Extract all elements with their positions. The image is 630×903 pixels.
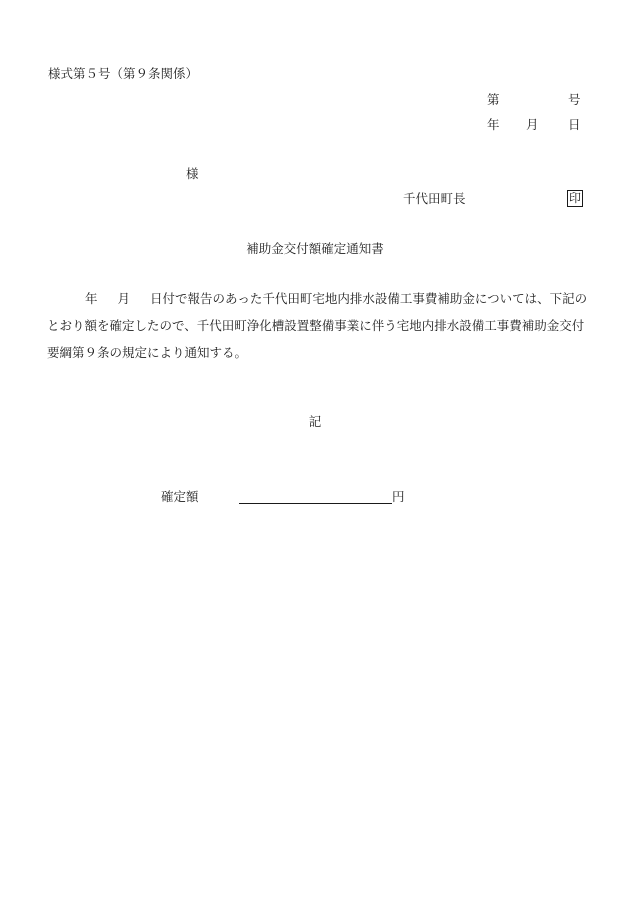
body-text: 日付で報告のあった千代田町宅地内排水設備工事費補助金については、下記のとおり額を確定したので、千代田町浄化槽設置整備事業に伴う宅地内排水設備工事費補助金交付要綱第９条の規定により通知する。 — [47, 291, 588, 360]
addressee-honorific: 様 — [186, 166, 199, 181]
document-number-suffix: 号 — [568, 92, 581, 107]
note-heading: 記 — [308, 414, 322, 429]
document-title: 補助金交付額確定通知書 — [246, 241, 384, 256]
date-year-label: 年 — [487, 117, 500, 132]
date-day-label: 日 — [568, 117, 581, 132]
confirmed-amount-underline — [239, 503, 392, 504]
confirmed-amount-unit: 円 — [392, 489, 405, 504]
form-number: 様式第５号（第９条関係） — [48, 66, 199, 81]
document-number-prefix: 第 — [487, 92, 500, 107]
date-month-label: 月 — [526, 117, 539, 132]
confirmed-amount-label: 確定額 — [161, 489, 199, 504]
issuer-name: 千代田町長 — [403, 191, 466, 206]
notice-body — [47, 285, 592, 366]
body-year-label: 年 — [85, 291, 98, 306]
body-month-label: 月 — [117, 291, 131, 306]
seal-stamp: 印 — [569, 191, 582, 205]
